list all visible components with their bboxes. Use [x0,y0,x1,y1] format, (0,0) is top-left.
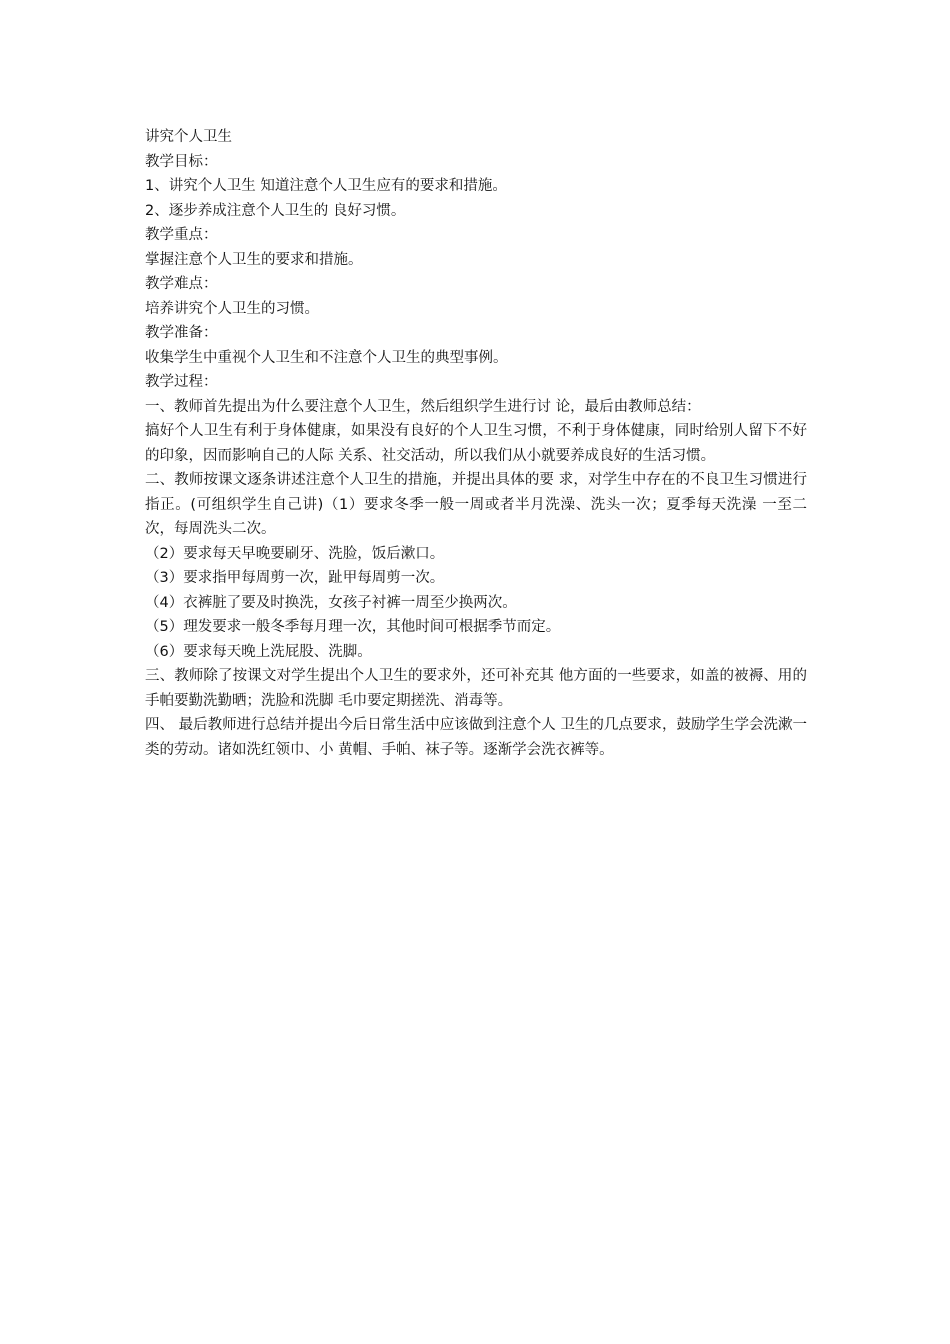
process-step-1: 一、教师首先提出为什么要注意个人卫生，然后组织学生进行讨 论，最后由教师总结： [145,398,701,415]
process-step-3: 三、教师除了按课文对学生提出个人卫生的要求外，还可补充其 他方面的一些要求，如盖的被褥、用的手帕要勤洗勤晒；洗脸和洗脚 毛巾要定期搓洗、消毒等。 [145,668,807,709]
preparation-text: 收集学生中重视个人卫生和不注意个人卫生的典型事例。 [145,349,508,366]
process-step-1-detail: 搞好个人卫生有利于身体健康，如果没有良好的个人卫生习惯，不利于身体健康，同时给别人留下不好的印象，因而影响自己的人际 关系、社交活动，所以我们从小就要养成良好的生活习惯。 [145,423,807,464]
difficulties-text: 培养讲究个人卫生的习惯。 [145,300,319,317]
objective-item-2: 2、逐步养成注意个人卫生的 良好习惯。 [145,202,406,219]
process-step-2-item-6: （6）要求每天晚上洗屁股、洗脚。 [145,643,372,660]
process-step-2-item-3: （3）要求指甲每周剪一次，趾甲每周剪一次。 [145,570,445,586]
section-heading-difficulties: 教学难点： [145,276,218,292]
section-heading-preparation: 教学准备： [145,325,218,341]
objective-item-1: 1、讲究个人卫生 知道注意个人卫生应有的要求和措施。 [145,178,507,194]
section-heading-key-points: 教学重点： [145,227,218,243]
section-heading-objectives: 教学目标： [145,153,218,170]
key-points-text: 掌握注意个人卫生的要求和措施。 [145,251,363,268]
process-step-2: 二、教师按课文逐条讲述注意个人卫生的措施，并提出具体的要 求，对学生中存在的不良卫生习惯进行指正。(可组织学生自己讲)（1）要求冬季一般一周或者半月洗澡、洗头一次；夏季每天洗澡 一至二次，每周洗头二次。 [145,472,807,537]
process-step-4: 四、 最后教师进行总结并提出今后日常生活中应该做到注意个人 卫生的几点要求，鼓励学生学会洗漱一类的劳动。诸如洗红领巾、小 黄帽、手帕、袜子等。逐渐学会洗衣裤等。 [145,717,807,758]
process-step-2-item-2: （2）要求每天早晚要刷牙、洗脸，饭后漱口。 [145,545,445,562]
process-step-2-item-4: （4）衣裤脏了要及时换洗，女孩子衬裤一周至少换两次。 [145,594,517,611]
document-body [145,125,807,762]
section-heading-process: 教学过程： [145,374,218,390]
process-step-2-item-5: （5）理发要求一般冬季每月理一次，其他时间可根据季节而定。 [145,619,561,635]
document-title: 讲究个人卫生 [145,129,232,145]
